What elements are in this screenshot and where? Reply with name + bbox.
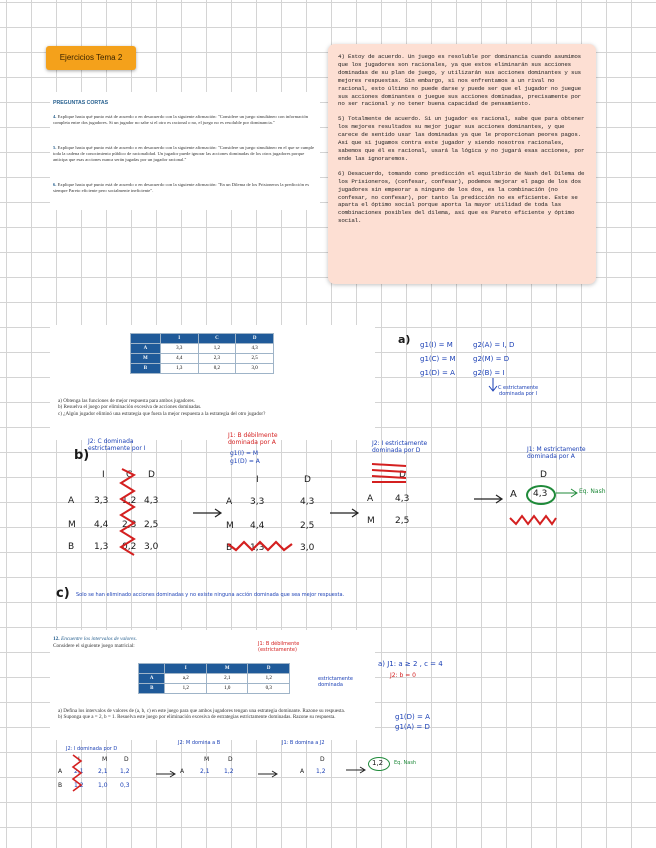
col-label: D xyxy=(124,756,129,763)
hw2-arrow-right xyxy=(258,770,278,778)
note-line: dominada por A xyxy=(527,453,575,460)
cell: 4,3 xyxy=(395,494,410,504)
hw-br-player2 xyxy=(473,338,514,380)
ex12-matrix xyxy=(138,663,290,694)
matrix-cell: a,2 xyxy=(165,674,207,684)
question-text: Explique hasta qué punto está de acuerdo o en desacuerdo con la siguiente afirmación: "Considere un juego simultáneo con información completa entre dos jugadores. Si un jugador no sabe si el otro es racional o no, el juego no es resoluble por dominancia." xyxy=(53,114,309,126)
col-label: I xyxy=(256,475,259,485)
br-line: g2(M) = D xyxy=(473,355,510,363)
item-text: Suponga que a = 2, b = 1. Resuelva este juego por eliminación excesiva de estrategias estrictamente dominadas. Razone su respuesta. xyxy=(63,714,336,721)
matrix-cell: 0,2 xyxy=(198,364,236,374)
col-label: D xyxy=(228,756,233,763)
hw2-final-payoff xyxy=(368,757,390,771)
hw-arrow-right xyxy=(474,494,504,504)
col-label: M xyxy=(102,756,108,763)
matrix-col-header: I xyxy=(160,334,198,344)
hw2-arrow-right xyxy=(346,766,366,774)
hw-strike-col-c xyxy=(118,465,138,560)
hw2-matrix2 xyxy=(180,756,260,796)
hw2-nash-label: Eq. Nash xyxy=(394,760,417,766)
matrix-corner xyxy=(139,664,165,674)
matrix-cell: 3,0 xyxy=(236,364,274,374)
payoff: 4,3 xyxy=(533,489,548,499)
item-label: a) xyxy=(58,708,62,714)
hw2-side-note xyxy=(318,676,353,688)
question-number: 5. xyxy=(53,145,57,150)
cell: 3,0 xyxy=(144,542,159,552)
br-line: g1(D) = A xyxy=(395,713,430,721)
note-line: dominada por A xyxy=(228,439,276,446)
cell: 2,5 xyxy=(300,521,315,531)
hw-br-player1 xyxy=(420,338,456,380)
cell: 3,0 xyxy=(300,543,315,553)
cell: 1,3 xyxy=(250,543,265,553)
cell: 1,2 xyxy=(122,496,137,506)
matrix-cell: 0,3 xyxy=(248,684,290,694)
hw2-br xyxy=(395,712,430,732)
hw-strike-row-b xyxy=(226,538,296,554)
question-number: 12. xyxy=(53,636,60,642)
row-label: B xyxy=(58,782,63,789)
cell: 2,1 xyxy=(200,768,210,775)
item-text: ¿Algún jugador eliminó una estrategia que fuera la mejor respuesta a la estrategia del otro jugador? xyxy=(63,410,266,417)
cell: 0,2 xyxy=(122,542,137,552)
game1-panel xyxy=(50,325,375,440)
br-line: g1(D) = A xyxy=(230,458,260,465)
hw-arrow-green xyxy=(556,488,578,498)
matrix-col-header: D xyxy=(248,664,290,674)
item-label: c) xyxy=(58,410,62,417)
row-label: A xyxy=(300,768,305,775)
cell: 1,0 xyxy=(98,782,108,789)
item-label: b) xyxy=(58,714,63,721)
cell: 1,2 xyxy=(120,768,130,775)
cell: 1,2 xyxy=(316,768,326,775)
cell: 1,3 xyxy=(94,542,109,552)
cell: 3,3 xyxy=(94,496,109,506)
matrix-header-row xyxy=(131,334,274,344)
matrix-col-header: I xyxy=(165,664,207,674)
note-line: J1: B débilmente xyxy=(228,432,278,439)
question-text: Explique hasta qué punto está de acuerdo o en desacuerdo con la siguiente afirmación: "Considere un juego simultáneo en el que se cumple toda la cadena de conocimiento público de racionalidad. Un jugador puede ignorar las acciones dominadas de los otros jugadores porque anticipa que esas acciones nunca serán jugadas por un jugador racional." xyxy=(53,145,315,163)
cell: 1,2 xyxy=(74,782,84,789)
hw-arrow-down xyxy=(487,378,499,392)
matrix-header-row xyxy=(139,664,290,674)
cell: 1,2 xyxy=(224,768,234,775)
cell: 0,3 xyxy=(120,782,130,789)
row-label: A xyxy=(58,768,63,775)
row-label: B xyxy=(68,542,75,552)
matrix-col-header: C xyxy=(198,334,236,344)
matrix-cell: 4,4 xyxy=(160,354,198,364)
item-text: Obtenga las funciones de mejor respuesta para ambos jugadores. xyxy=(63,398,195,404)
hw2-step3-note: J1: B domina a J2 xyxy=(282,740,325,746)
hw2-answer-a: a) J1: a ≥ 2 , c = 4 xyxy=(378,660,443,668)
hw-step2-note xyxy=(228,432,278,446)
hw-c-answer: Solo se han eliminado acciones dominadas y no existe ninguna acción dominada que sea mejor respuesta. xyxy=(76,592,345,598)
row-label: A xyxy=(367,494,374,504)
cell: 3,3 xyxy=(250,497,265,507)
matrix-row xyxy=(131,344,274,354)
matrix-row xyxy=(131,354,274,364)
matrix-row-header: M xyxy=(131,354,161,364)
br-line: g1(I) = M xyxy=(230,450,259,457)
matrix-row-header: A xyxy=(139,674,165,684)
br-line: g2(A) = I, D xyxy=(473,341,515,349)
col-label: I xyxy=(102,470,105,480)
exercise-badge: Ejercicios Tema 2 xyxy=(46,46,136,70)
cell: 2,1 xyxy=(74,768,84,775)
cell: 2,5 xyxy=(395,516,410,526)
short-questions-heading: PREGUNTAS CORTAS xyxy=(53,100,109,106)
hw-final-row: A xyxy=(510,489,517,500)
col-label: D xyxy=(304,475,311,485)
hw-c-label: c) xyxy=(56,586,70,601)
question-4 xyxy=(53,114,315,126)
matrix-corner xyxy=(131,334,161,344)
item-label: b) xyxy=(58,404,63,411)
hw-final-payoff xyxy=(526,485,556,505)
question-number: 6. xyxy=(53,182,57,187)
matrix-cell: 4,3 xyxy=(236,344,274,354)
payoff: 1,2 xyxy=(372,759,384,767)
hw2-arrow-right xyxy=(156,770,176,778)
note-line: J1: B débilmente xyxy=(258,641,300,647)
matrix-col-header: D xyxy=(236,334,274,344)
hw2-step2-note: J2: M domina a B xyxy=(178,740,221,746)
cell: 4,4 xyxy=(94,520,109,530)
matrix-cell: 1,2 xyxy=(165,684,207,694)
note-line: J2: C dominada xyxy=(88,438,134,445)
matrix-cell: 2,3 xyxy=(198,354,236,364)
hw-a-label: a) xyxy=(398,333,411,346)
br-line: g1(C) = M xyxy=(420,355,456,363)
cell: 2,3 xyxy=(122,520,137,530)
hw-step3-note xyxy=(372,440,427,454)
item-text: Defina los intervalos de valores de (a, b, c) en este juego para que ambos jugadores tengan una estrategia dominante. Razone su respuesta. xyxy=(63,708,346,714)
answer-note xyxy=(328,44,596,284)
col-label: D xyxy=(320,756,325,763)
item-text: Resuelva el juego por eliminación excesiva de acciones dominadas. xyxy=(63,404,202,411)
col-label: C xyxy=(126,470,133,480)
matrix-row-header: B xyxy=(139,684,165,694)
hw2-strike-col-i xyxy=(70,752,84,794)
cell: 4,4 xyxy=(250,521,265,531)
hw2-step1-note: J2: I dominada por D xyxy=(66,746,118,752)
col-label: I xyxy=(78,756,80,763)
row-label: A xyxy=(180,768,185,775)
matrix-cell: 1,2 xyxy=(248,674,290,684)
matrix-col-header: M xyxy=(206,664,248,674)
col-label: D xyxy=(148,470,155,480)
item-label: a) xyxy=(58,398,62,404)
cell: 4,3 xyxy=(144,496,159,506)
cell: 4,3 xyxy=(300,497,315,507)
row-label: M xyxy=(367,516,375,526)
row-label: B xyxy=(226,543,233,553)
matrix-row xyxy=(139,674,290,684)
note-line: (estrictamente) xyxy=(258,647,297,653)
row-label: M xyxy=(68,520,76,530)
hw-c-dominated-note: C estrictamente dominada por I xyxy=(497,385,539,397)
br-line: g1(A) = D xyxy=(395,723,430,731)
short-questions-block xyxy=(50,92,320,210)
note-line: estrictamente por I xyxy=(88,445,146,452)
note-line: J1: M estrictamente xyxy=(527,446,586,453)
note-line: dominada xyxy=(318,682,343,688)
hw-step1-note xyxy=(88,438,146,452)
hw-step4-note xyxy=(527,446,586,460)
game1-questions xyxy=(58,398,368,417)
matrix-row-header: A xyxy=(131,344,161,354)
hw-step2-br xyxy=(230,450,260,466)
hw-b-label: b) xyxy=(74,448,90,463)
question-number: 4. xyxy=(53,114,57,119)
matrix-cell: 2,5 xyxy=(236,354,274,364)
question-5 xyxy=(53,145,315,163)
ex12-title xyxy=(53,636,137,642)
answer-6: 6) Desacuerdo, tomando como predicción el equilibrio de Nash del Dilema de los Prisioneros, (confesar, confesar), podemos mejorar el pago de los dos jugadores sin empeorar a ninguno de los dos, es la combinación (no confesar, no confesar), por tanto la predicción no es eficiente. Este se aparta el óptimo social porque aporta la mayor utilidad de toda las combinaciones posibles del dilema, así que es Pareto eficiente y óptimo social. xyxy=(338,169,585,225)
question-title: Encuentre los intervalos de valores. xyxy=(60,636,137,642)
list-item xyxy=(58,411,368,417)
note-line: estrictamente xyxy=(318,676,354,682)
br-line: g1(I) = M xyxy=(420,341,453,349)
question-6 xyxy=(53,182,315,194)
hw-strike-row-m xyxy=(508,512,558,526)
hw2-answer-b: J2: b = 0 xyxy=(390,672,416,679)
matrix-cell: 1,0 xyxy=(206,684,248,694)
question-text: Explique hasta qué punto está de acuerdo o en desacuerdo con la siguiente afirmación: "En un Dilema de los Prisioneros la predicción es siempre Pareto eficiente pero socialmente ineficiente". xyxy=(53,182,309,194)
br-line: g1(D) = A xyxy=(420,369,455,377)
row-label: A xyxy=(68,496,75,506)
row-label: M xyxy=(226,521,234,531)
matrix-row-header: B xyxy=(131,364,161,374)
matrix-cell: 1,3 xyxy=(160,364,198,374)
answer-5: 5) Totalmente de acuerdo. Si un jugador es racional, sabe que para obtener los mejores resultados su mejor jugar sus acciones dominantes, y que carece de sentido usar las dominadas ya que le proporcionan peores pagos. Así que si jugamos contra este jugador y siendo nosotros racionales, sabemos que él es racional, usará la lógica y no jugará esas acciones, por ende las ignoraremos. xyxy=(338,115,585,162)
matrix-cell: 3,3 xyxy=(160,344,198,354)
ex12-subtitle: Considere el siguiente juego matricial: xyxy=(53,643,135,649)
hw-strike-col-i xyxy=(370,460,410,488)
matrix-row xyxy=(139,684,290,694)
game1-matrix xyxy=(130,333,274,374)
matrix-row xyxy=(131,364,274,374)
matrix-cell: 1,2 xyxy=(198,344,236,354)
row-label: A xyxy=(226,497,233,507)
note-line: J2: I estrictamente xyxy=(372,440,428,447)
answer-4: 4) Estoy de acuerdo. Un juego es resoluble por dominancia cuando asumimos que los jugadores son racionales, ya que estos eliminarán sus acciones dominadas de su plan de juego, y utilizarán sus acciones dominantes y sus mejores respuestas. Sin embargo, si nos enfrentamos a un rival no racional, esto último no puede darse y puede ser que el jugador no juegue sus acciones dominantes o juegue sus acciones dominadas, precisamente por no ser racional y no tener buena capacidad de pensamiento. xyxy=(338,53,581,108)
list-item xyxy=(58,714,368,720)
hw2-matrix3 xyxy=(300,756,350,796)
hw2-top-note xyxy=(258,641,299,653)
cell: 2,5 xyxy=(144,520,159,530)
br-line: g2(B) = I xyxy=(473,369,505,377)
col-label: D xyxy=(399,470,406,480)
cell: 2,1 xyxy=(98,768,108,775)
note-line: dominada por D xyxy=(372,447,421,454)
col-label: M xyxy=(204,756,210,763)
matrix-cell: 2,1 xyxy=(206,674,248,684)
hw-arrow-right xyxy=(330,508,360,518)
hw-nash-label: Eq. Nash xyxy=(579,488,606,495)
hw-final-col: D xyxy=(540,470,547,480)
ex12-questions xyxy=(58,708,368,721)
hw-arrow-right xyxy=(193,508,223,518)
